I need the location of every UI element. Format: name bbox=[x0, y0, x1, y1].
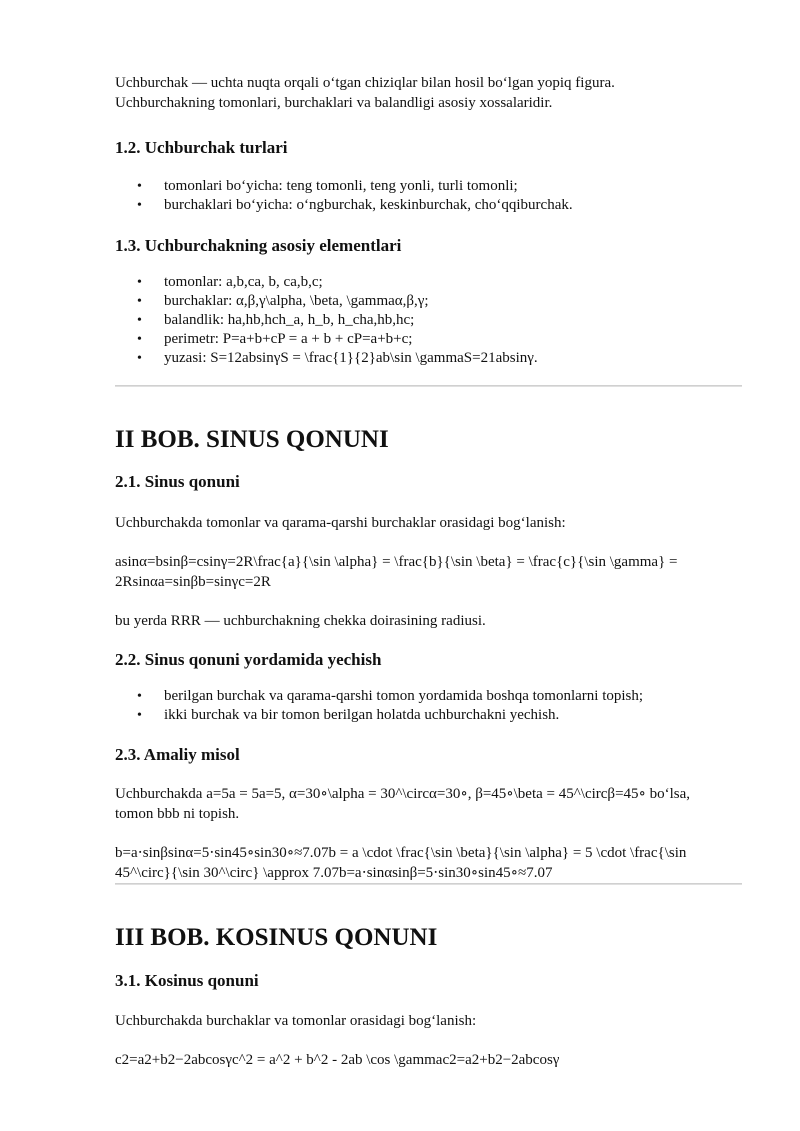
list-item-text: berilgan burchak va qarama-qarshi tomon yordamida boshqa tomonlarni topish; bbox=[164, 688, 644, 704]
heading-2-3: 2.3. Amaliy misol bbox=[115, 745, 240, 764]
list-sine-usage bbox=[115, 687, 745, 725]
list-item bbox=[115, 311, 745, 330]
paragraph-sine-law: Uchburchakda tomonlar va qarama-qarshi burchaklar orasidagi bog‘lanish: bbox=[115, 515, 566, 531]
intro-line-1: Uchburchak — uchta nuqta orqali o‘tgan chiziqlar bilan hosil bo‘lgan yopiq figura. bbox=[115, 75, 615, 91]
list-item-text: perimetr: P=a+b+cP = a + b + cP=a+b+c; bbox=[164, 331, 413, 347]
list-item bbox=[115, 330, 745, 349]
bullet-icon: • bbox=[137, 313, 142, 328]
bullet-icon: • bbox=[137, 179, 142, 194]
heading-1-2: 1.2. Uchburchak turlari bbox=[115, 138, 288, 157]
list-triangle-elements bbox=[115, 273, 745, 368]
list-item bbox=[115, 349, 745, 368]
chapter-3-title: III BOB. KOSINUS QONUNI bbox=[115, 924, 438, 951]
solution-line-1: b=a⋅sinβsinα=5⋅sin45∘sin30∘≈7.07b = a \cdot \frac{\sin \beta}{\sin \alpha} = 5 \cdot \frac{\sin bbox=[115, 845, 687, 861]
formula-line-2: 2Rsinαa=sinβb=sinγc=2R bbox=[115, 574, 271, 590]
list-item bbox=[115, 177, 745, 196]
list-item bbox=[115, 706, 745, 725]
intro-line-2: Uchburchakning tomonlari, burchaklari va balandligi asosiy xossalaridir. bbox=[115, 95, 553, 111]
bullet-icon: • bbox=[137, 689, 142, 704]
list-triangle-types bbox=[115, 177, 745, 215]
document-page bbox=[115, 73, 745, 1070]
list-item-text: burchaklari bo‘yicha: o‘ngburchak, keskinburchak, cho‘qqiburchak. bbox=[164, 197, 573, 213]
solution-line-2: 45^\circ}{\sin 30^\circ} \approx 7.07b=a⋅sinαsinβ=5⋅sin30∘sin45∘≈7.07 bbox=[115, 865, 553, 881]
list-item-text: tomonlar: a,b,ca, b, ca,b,c; bbox=[164, 274, 323, 290]
horizontal-rule bbox=[115, 883, 742, 885]
list-item-text: tomonlari bo‘yicha: teng tomonli, teng yonli, turli tomonli; bbox=[164, 178, 518, 194]
example-line-2: tomon bbb ni topish. bbox=[115, 806, 240, 822]
horizontal-rule bbox=[115, 385, 742, 387]
heading-1-3: 1.3. Uchburchakning asosiy elementlari bbox=[115, 236, 402, 255]
chapter-2-title: II BOB. SINUS QONUNI bbox=[115, 426, 389, 453]
bullet-icon: • bbox=[137, 332, 142, 347]
list-item-text: yuzasi: S=12absinγS = \frac{1}{2}ab\sin \gammaS=21absinγ. bbox=[164, 350, 538, 366]
bullet-icon: • bbox=[137, 708, 142, 723]
paragraph-radius-note: bu yerda RRR — uchburchakning chekka doirasining radiusi. bbox=[115, 613, 486, 629]
list-item-text: burchaklar: α,β,γ\alpha, \beta, \gammaα,β,γ; bbox=[164, 293, 429, 309]
list-item bbox=[115, 196, 745, 215]
bullet-icon: • bbox=[137, 294, 142, 309]
paragraph-cosine-law: Uchburchakda burchaklar va tomonlar orasidagi bog‘lanish: bbox=[115, 1013, 477, 1029]
list-item-text: balandlik: ha,hb,hch_a, h_b, h_cha,hb,hc; bbox=[164, 312, 415, 328]
list-item bbox=[115, 687, 745, 706]
list-item bbox=[115, 292, 745, 311]
formula-line-1: asinα=bsinβ=csinγ=2R\frac{a}{\sin \alpha} = \frac{b}{\sin \beta} = \frac{c}{\sin \gamma} = bbox=[115, 554, 678, 570]
bullet-icon: • bbox=[137, 198, 142, 213]
heading-2-1: 2.1. Sinus qonuni bbox=[115, 472, 240, 491]
bullet-icon: • bbox=[137, 351, 142, 366]
list-item-text: ikki burchak va bir tomon berilgan holatda uchburchakni yechish. bbox=[164, 707, 560, 723]
cosine-formula: c2=a2+b2−2abcosγc^2 = a^2 + b^2 - 2ab \cos \gammac2=a2+b2−2abcosγ bbox=[115, 1052, 560, 1068]
heading-3-1: 3.1. Kosinus qonuni bbox=[115, 971, 259, 990]
bullet-icon: • bbox=[137, 275, 142, 290]
heading-2-2: 2.2. Sinus qonuni yordamida yechish bbox=[115, 650, 382, 669]
list-item bbox=[115, 273, 745, 292]
example-line-1: Uchburchakda a=5a = 5a=5, α=30∘\alpha = 30^\circα=30∘, β=45∘\beta = 45^\circβ=45∘ bo‘lsa, bbox=[115, 786, 691, 802]
